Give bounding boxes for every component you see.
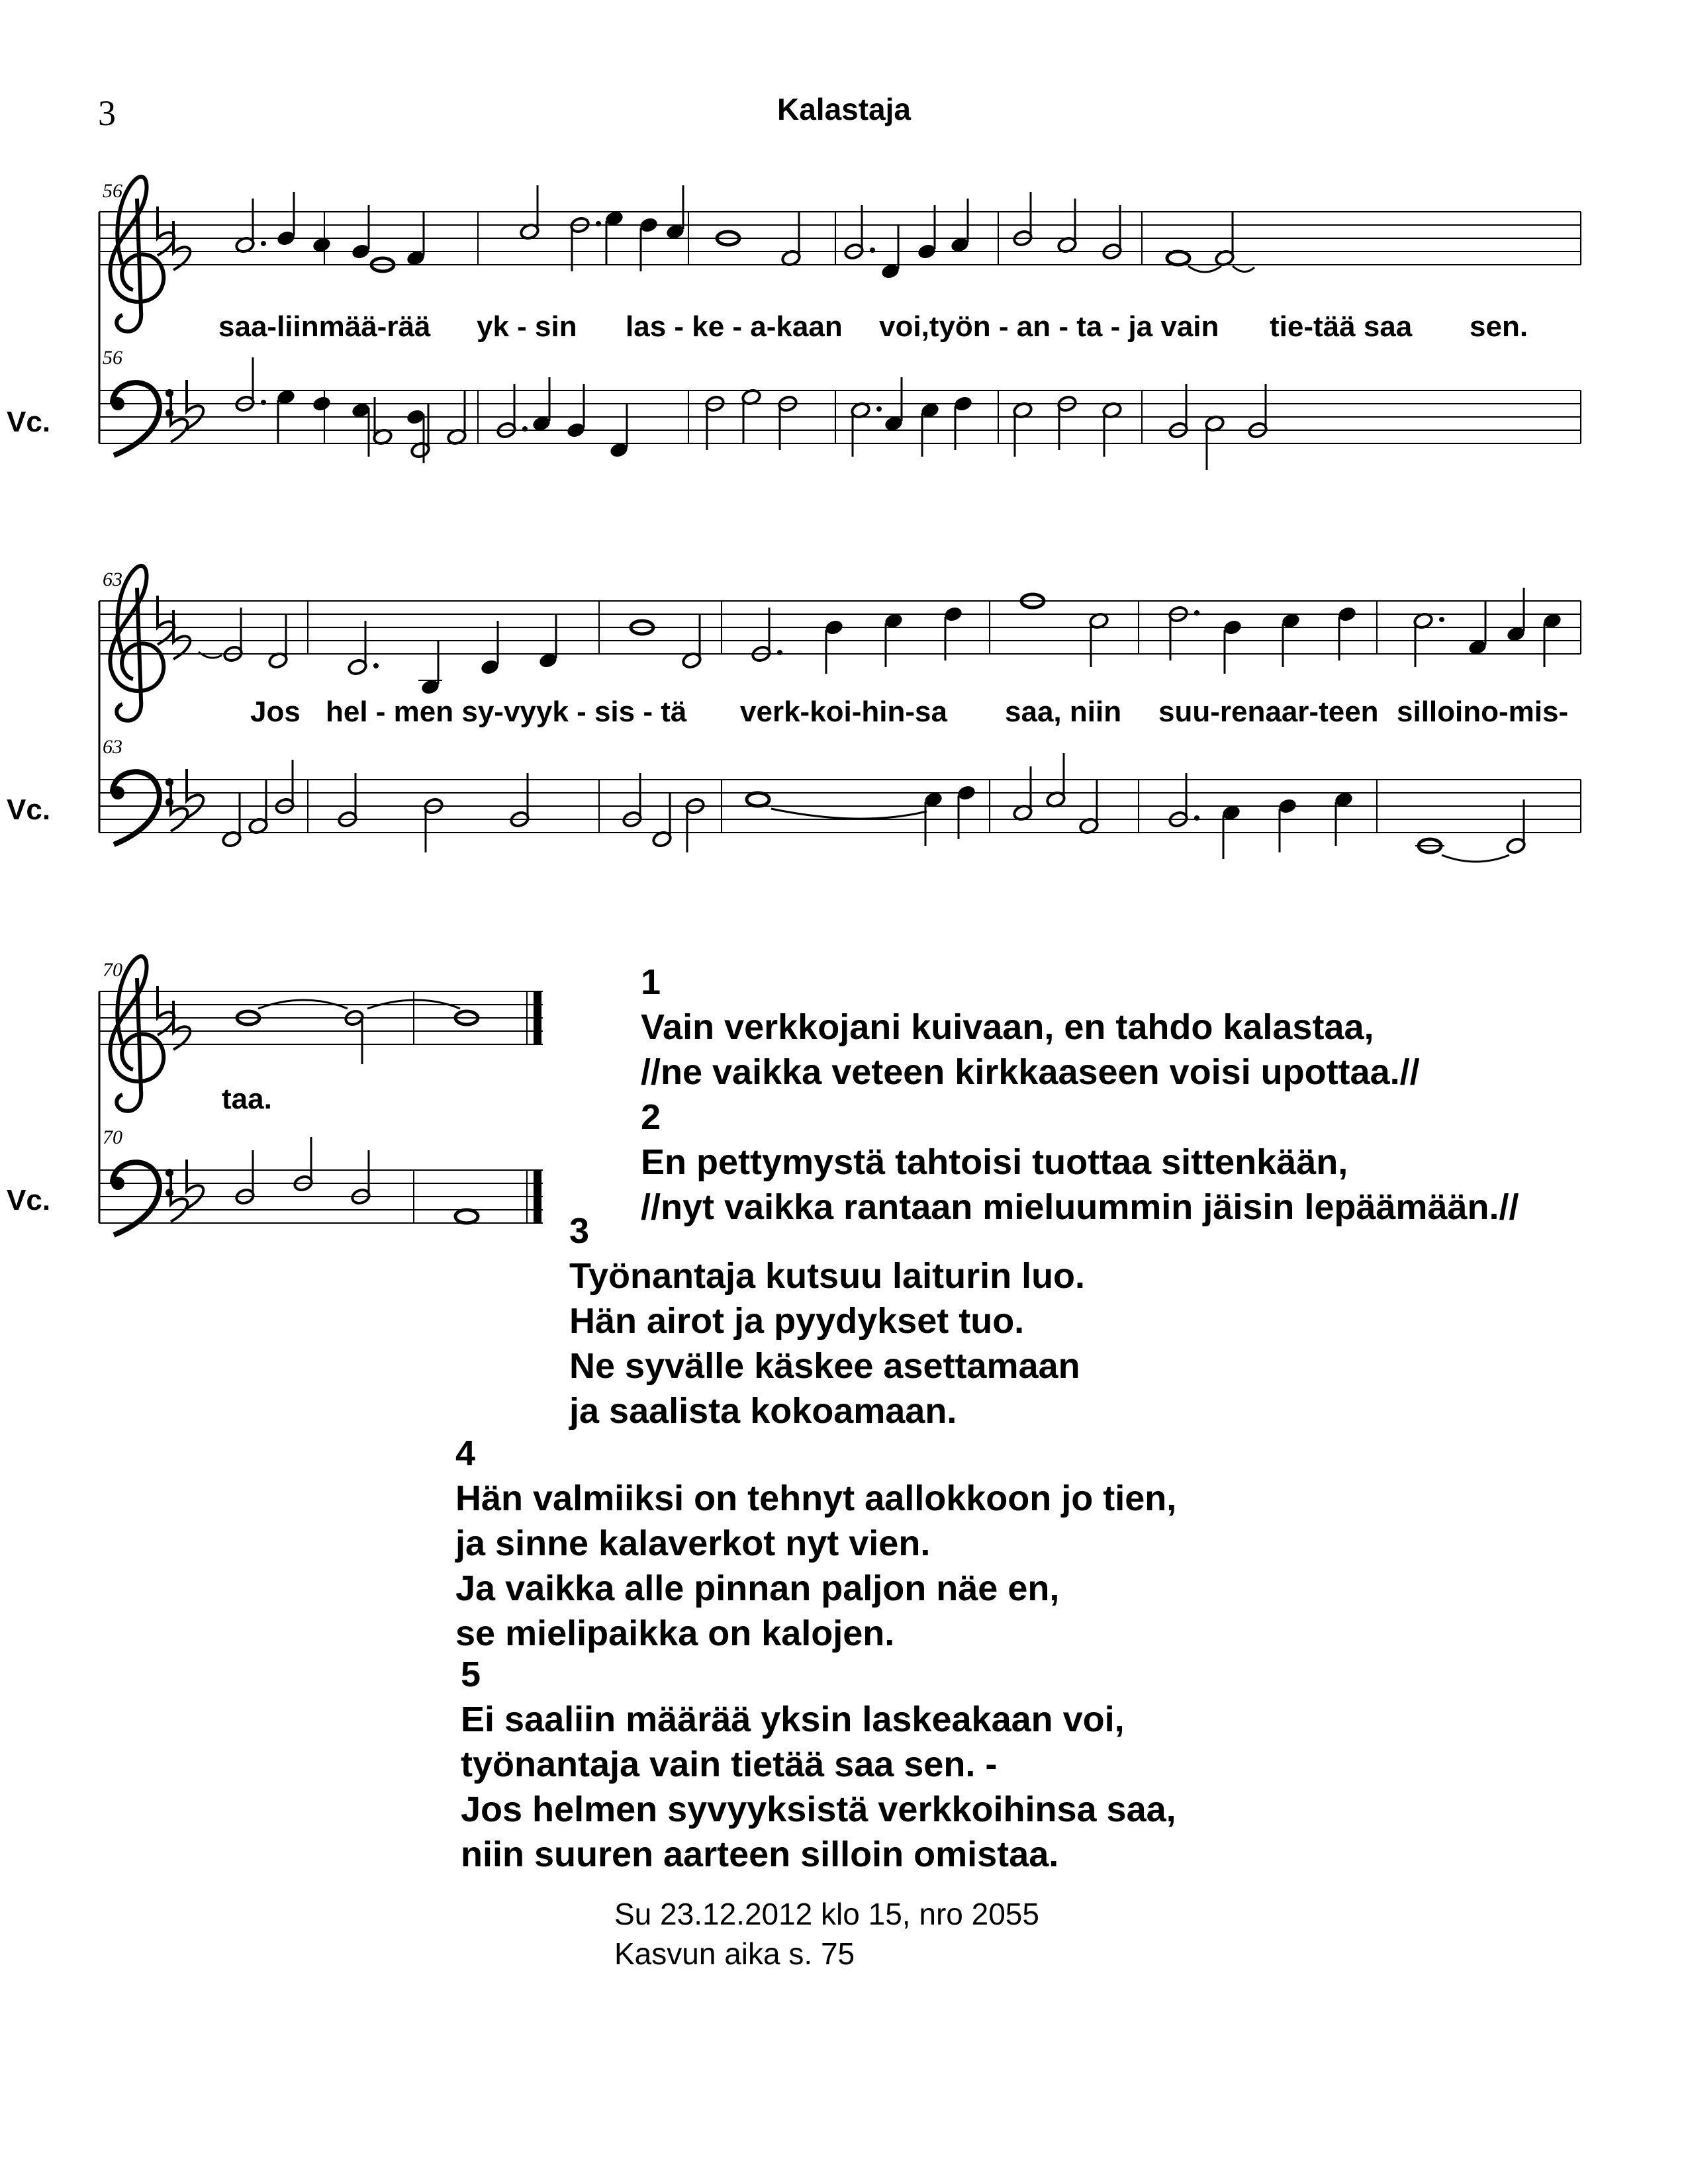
lyric-syllable: voi,työn - an - ta - ja vain	[879, 310, 1219, 343]
measure-number-treble-2: 63	[103, 569, 122, 590]
verse-line: se mielipaikka on kalojen.	[455, 1614, 895, 1653]
lyric-syllable: taa.	[222, 1083, 272, 1115]
song-title: Kalastaja	[776, 92, 911, 126]
lyric-syllable: verk-koi-hin-sa	[740, 696, 947, 728]
measure-number-bass-1: 56	[103, 347, 122, 369]
lyric-syllable: saa-liinmää-rää	[218, 310, 431, 343]
measure-number-treble-1: 56	[103, 180, 122, 202]
lyric-syllable: yk - sin	[477, 310, 577, 343]
verse-line: Jos helmen syvyyksistä verkkoihinsa saa,	[461, 1790, 1176, 1829]
lyric-syllable: las - ke - a-kaan	[626, 310, 843, 343]
verse-line: //nyt vaikka rantaan mieluummin jäisin lepäämään.//	[641, 1187, 1519, 1227]
lyric-syllable: sen.	[1470, 310, 1528, 343]
footer-info	[614, 1894, 1039, 1974]
lyric-syllable: saa, niin	[1005, 696, 1122, 728]
verse-number: 2	[641, 1097, 661, 1137]
verse-1	[641, 960, 1420, 1095]
verse-line: niin suuren aarteen silloin omistaa.	[461, 1835, 1059, 1874]
instrument-label-1: Vc.	[7, 406, 51, 438]
instrument-label-2: Vc.	[7, 794, 51, 826]
lyric-syllable: hel - men sy-vyyk - sis - tä	[326, 696, 687, 728]
verse-line: Ei saaliin määrää yksin laskeakaan voi,	[461, 1700, 1125, 1739]
verse-line: ja saalista kokoamaan.	[569, 1391, 957, 1431]
verse-line: Ne syvälle käskee asettamaan	[569, 1346, 1080, 1386]
verse-line: Työnantaja kutsuu laiturin luo.	[569, 1256, 1086, 1296]
verse-line: Hän airot ja pyydykset tuo.	[569, 1301, 1025, 1341]
lyric-syllable: suu-renaar-teen	[1158, 696, 1379, 728]
lyric-syllable: Jos	[250, 696, 301, 728]
measure-number-treble-3: 70	[103, 959, 122, 981]
verse-line: En pettymystä tahtoisi tuottaa sittenkään,	[641, 1142, 1348, 1182]
verse-line: Vain verkkojani kuivaan, en tahdo kalastaa,	[641, 1007, 1374, 1047]
instrument-label-3: Vc.	[7, 1184, 51, 1216]
verse-line: Ja vaikka alle pinnan paljon näe en,	[455, 1569, 1060, 1608]
lyric-syllable: silloino-mis-	[1397, 696, 1569, 728]
verse-line: //ne vaikka veteen kirkkaaseen voisi upottaa.//	[641, 1052, 1420, 1092]
verse-3	[569, 1208, 1085, 1433]
verse-line: ja sinne kalaverkot nyt vien.	[455, 1524, 931, 1563]
verse-number: 5	[461, 1655, 481, 1694]
measure-number-bass-2: 63	[103, 736, 122, 758]
page-number: 3	[98, 93, 116, 133]
verse-number: 1	[641, 962, 661, 1002]
verse-line: Hän valmiiksi on tehnyt aallokkoon jo tien,	[455, 1479, 1177, 1518]
verse-5	[461, 1652, 1176, 1877]
verse-number: 3	[569, 1211, 590, 1251]
system-3	[99, 956, 543, 1235]
footer-date: Su 23.12.2012 klo 15, nro 2055	[614, 1897, 1039, 1931]
verse-number: 4	[455, 1433, 476, 1473]
verse-4	[455, 1431, 1176, 1656]
measure-number-bass-3: 70	[103, 1126, 122, 1148]
verse-line: työnantaja vain tietää saa sen. -	[461, 1745, 998, 1784]
lyric-syllable: tie-tää saa	[1270, 310, 1413, 343]
footer-source: Kasvun aika s. 75	[614, 1936, 855, 1971]
